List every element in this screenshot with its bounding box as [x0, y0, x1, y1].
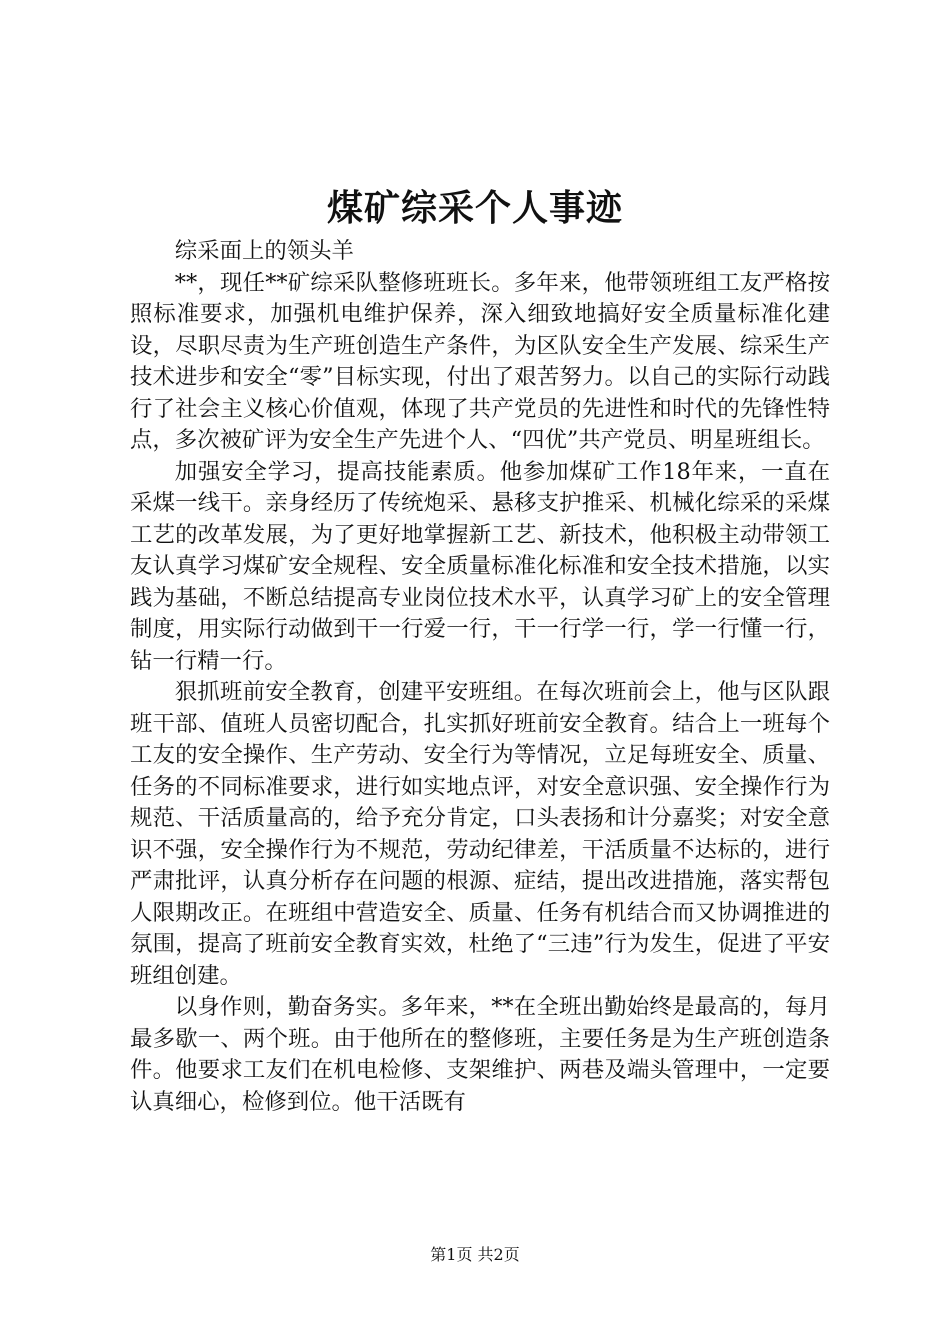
document-body	[130, 236, 830, 1118]
body-paragraph: **，现任**矿综采队整修班班长。多年来，他带领班组工友严格按照标准要求，加强机电维护保养，深入细致地搞好安全质量标准化建设，尽职尽责为生产班创造生产条件，为区队安全生产发展、综采生产技术进步和安全“零”目标实现，付出了艰苦努力。以自己的实际行动践行了社会主义核心价值观，体现了共产党员的先进性和时代的先锋性特点，多次被矿评为安全生产先进个人、“四优”共产党员、明星班组长。	[130, 269, 830, 453]
body-paragraph: 以身作则，勤奋务实。多年来，**在全班出勤始终是最高的，每月最多歇一、两个班。由于他所在的整修班，主要任务是为生产班创造条件。他要求工友们在机电检修、支架维护、两巷及端头管理中，一定要认真细心，检修到位。他干活既有	[130, 994, 830, 1115]
document-title: 煤矿综采个人事迹	[326, 187, 623, 229]
body-paragraph: 加强安全学习，提高技能素质。他参加煤矿工作18年来，一直在采煤一线干。亲身经历了传统炮采、悬移支护推采、机械化综采的采煤工艺的改革发展，为了更好地掌握新工艺、新技术，他积极主动带领工友认真学习煤矿安全规程、安全质量标准化标准和安全技术措施，以实践为基础，不断总结提高专业岗位技术水平，认真学习矿上的安全管理制度，用实际行动做到干一行爱一行，干一行学一行，学一行懂一行，钻一行精一行。	[130, 458, 830, 674]
page-number-footer: 第1页 共2页	[430, 1245, 520, 1264]
subtitle-paragraph: 综采面上的领头羊	[174, 238, 354, 264]
body-paragraph: 狠抓班前安全教育，创建平安班组。在每次班前会上，他与区队跟班干部、值班人员密切配合，扎实抓好班前安全教育。结合上一班每个工友的安全操作、生产劳动、安全行为等情况，立足每班安全、质量、任务的不同标准要求，进行如实地点评，对安全意识强、安全操作行为规范、干活质量高的，给予充分肯定，口头表扬和计分嘉奖；对安全意识不强，安全操作行为不规范，劳动纪律差，干活质量不达标的，进行严肃批评，认真分析存在问题的根源、症结，提出改进措施，落实帮包人限期改正。在班组中营造安全、质量、任务有机结合而又协调推进的氛围，提高了班前安全教育实效，杜绝了“三违”行为发生，促进了平安班组创建。	[130, 679, 830, 989]
